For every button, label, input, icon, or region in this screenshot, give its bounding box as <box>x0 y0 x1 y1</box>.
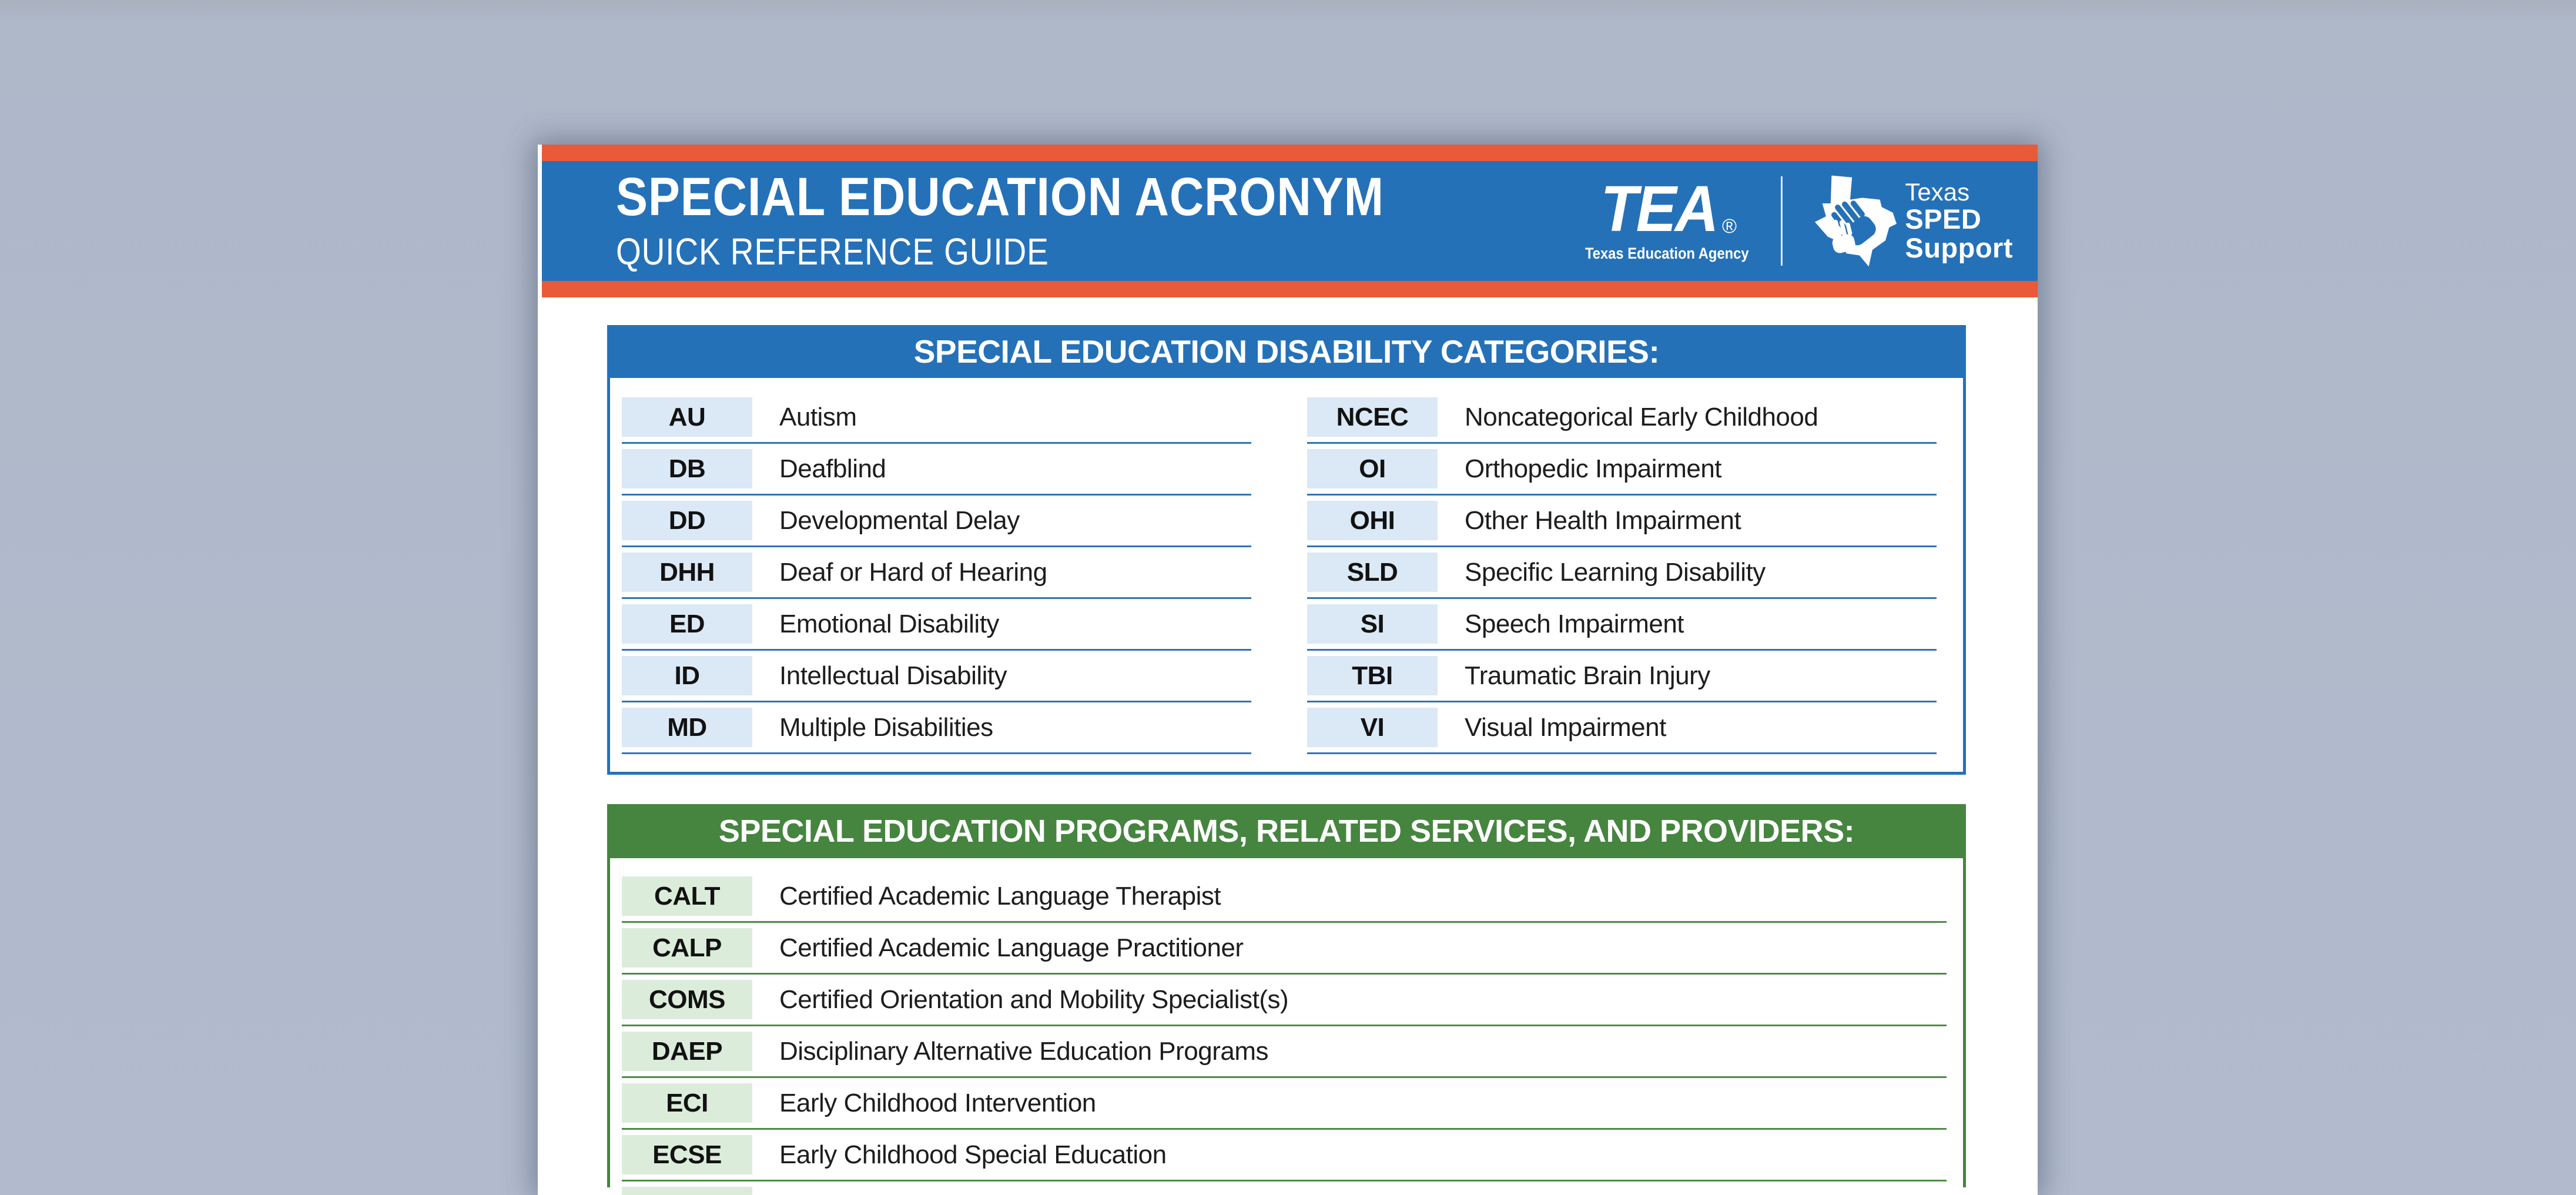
table-row <box>622 1181 1947 1195</box>
table-row <box>1307 651 1937 702</box>
disability-section-header: SPECIAL EDUCATION DISABILITY CATEGORIES: <box>607 325 1966 378</box>
definition-cell: Speech Impairment <box>1465 609 1684 638</box>
acronym-cell: CALT <box>622 876 752 916</box>
acronym-cell: ID <box>622 656 752 695</box>
table-row <box>1307 444 1937 496</box>
definition-cell: Developmental Delay <box>779 506 1020 535</box>
table-row <box>622 547 1251 599</box>
section-disability-categories <box>607 325 1966 775</box>
table-row <box>1307 392 1937 444</box>
table-row <box>622 923 1947 975</box>
acronym-cell: DAEP <box>622 1032 752 1071</box>
definition-cell: Certified Academic Language Therapist <box>779 881 1221 911</box>
table-row <box>622 975 1947 1026</box>
acronym-cell: CALP <box>622 928 752 968</box>
acronym-cell: DHH <box>622 553 752 592</box>
bottom-accent-stripe <box>542 281 2038 297</box>
acronym-cell: TBI <box>1307 656 1438 695</box>
table-row <box>622 444 1251 496</box>
definition-cell: Noncategorical Early Childhood <box>1465 402 1818 431</box>
tea-tagline: Texas Education Agency <box>1585 245 1749 263</box>
table-row <box>622 1078 1947 1130</box>
acronym-cell: OI <box>1307 449 1438 488</box>
acronym-cell: NCEC <box>1307 397 1438 437</box>
top-accent-stripe <box>542 145 2038 161</box>
definition-cell: Traumatic Brain Injury <box>1465 661 1710 690</box>
definition-cell: Specific Learning Disability <box>1465 557 1766 587</box>
table-row <box>622 871 1947 923</box>
acronym-cell: SI <box>1307 604 1438 644</box>
definition-cell: Early Childhood Special Education <box>779 1140 1167 1169</box>
table-row <box>622 1026 1947 1078</box>
definition-cell: Certified Orientation and Mobility Specialist(s) <box>779 985 1289 1014</box>
table-row <box>622 496 1251 547</box>
acronym-cell: ECI <box>622 1083 752 1123</box>
acronym-cell: AU <box>622 397 752 437</box>
table-row <box>622 392 1251 444</box>
definition-cell: Deaf or Hard of Hearing <box>779 557 1047 587</box>
definition-cell: Visual Impairment <box>1465 712 1666 742</box>
banner-band <box>542 161 2038 281</box>
logo-cluster <box>1574 172 2013 267</box>
acronym-cell: ECSE <box>622 1135 752 1174</box>
acronym-cell: SLD <box>1307 553 1438 592</box>
table-row <box>1307 702 1937 754</box>
definition-cell: Intellectual Disability <box>779 661 1007 690</box>
page-subtitle: QUICK REFERENCE GUIDE <box>616 230 1049 273</box>
acronym-cell: COMS <box>622 980 752 1019</box>
acronym-cell: OHI <box>1307 501 1438 540</box>
acronym-cell: DB <box>622 449 752 488</box>
acronym-cell: ED <box>622 604 752 644</box>
table-row <box>1307 496 1937 547</box>
texas-hands-icon <box>1804 175 1897 267</box>
sped-logo-text <box>1905 179 2013 262</box>
programs-table-body <box>607 858 1966 1187</box>
texas-sped-logo <box>1804 175 2013 267</box>
acronym-cell: DD <box>622 501 752 540</box>
section-programs-services <box>607 804 1966 1187</box>
programs-section-header: SPECIAL EDUCATION PROGRAMS, RELATED SERVICES, AND PROVIDERS: <box>607 804 1966 858</box>
sped-text-support: Support <box>1905 232 2013 263</box>
table-row <box>622 651 1251 702</box>
sped-text-texas: Texas <box>1905 178 1970 206</box>
registered-mark: ® <box>1722 215 1737 238</box>
acronym-cell <box>622 1187 752 1195</box>
document-page <box>538 145 2038 1195</box>
table-row <box>622 702 1251 754</box>
definition-cell: Autism <box>779 402 857 431</box>
tea-wordmark: TEA <box>1600 172 1717 245</box>
tea-logo <box>1574 172 1760 263</box>
title-block <box>542 167 1489 273</box>
definition-cell: Certified Academic Language Practitioner <box>779 933 1244 962</box>
header-banner <box>538 145 2038 297</box>
definition-cell: Deafblind <box>779 454 886 483</box>
definition-cell: Orthopedic Impairment <box>1465 454 1722 483</box>
table-row <box>1307 547 1937 599</box>
disability-table-body <box>607 378 1966 775</box>
definition-cell: Disciplinary Alternative Education Programs <box>779 1036 1268 1066</box>
definition-cell: Emotional Disability <box>779 609 999 638</box>
logo-divider <box>1781 176 1783 266</box>
page-title: SPECIAL EDUCATION ACRONYM <box>616 167 1384 227</box>
disability-left-column <box>622 392 1251 754</box>
definition-cell: Early Childhood Intervention <box>779 1088 1096 1117</box>
tea-wordmark-row <box>1597 172 1737 245</box>
table-row <box>1307 599 1937 651</box>
definition-cell: Multiple Disabilities <box>779 712 993 742</box>
sped-text-sped: SPED <box>1905 203 1982 235</box>
acronym-cell: VI <box>1307 708 1438 747</box>
table-row <box>622 1130 1947 1181</box>
acronym-cell: MD <box>622 708 752 747</box>
disability-right-column <box>1307 392 1937 754</box>
definition-cell: Other Health Impairment <box>1465 506 1741 535</box>
table-row <box>622 599 1251 651</box>
